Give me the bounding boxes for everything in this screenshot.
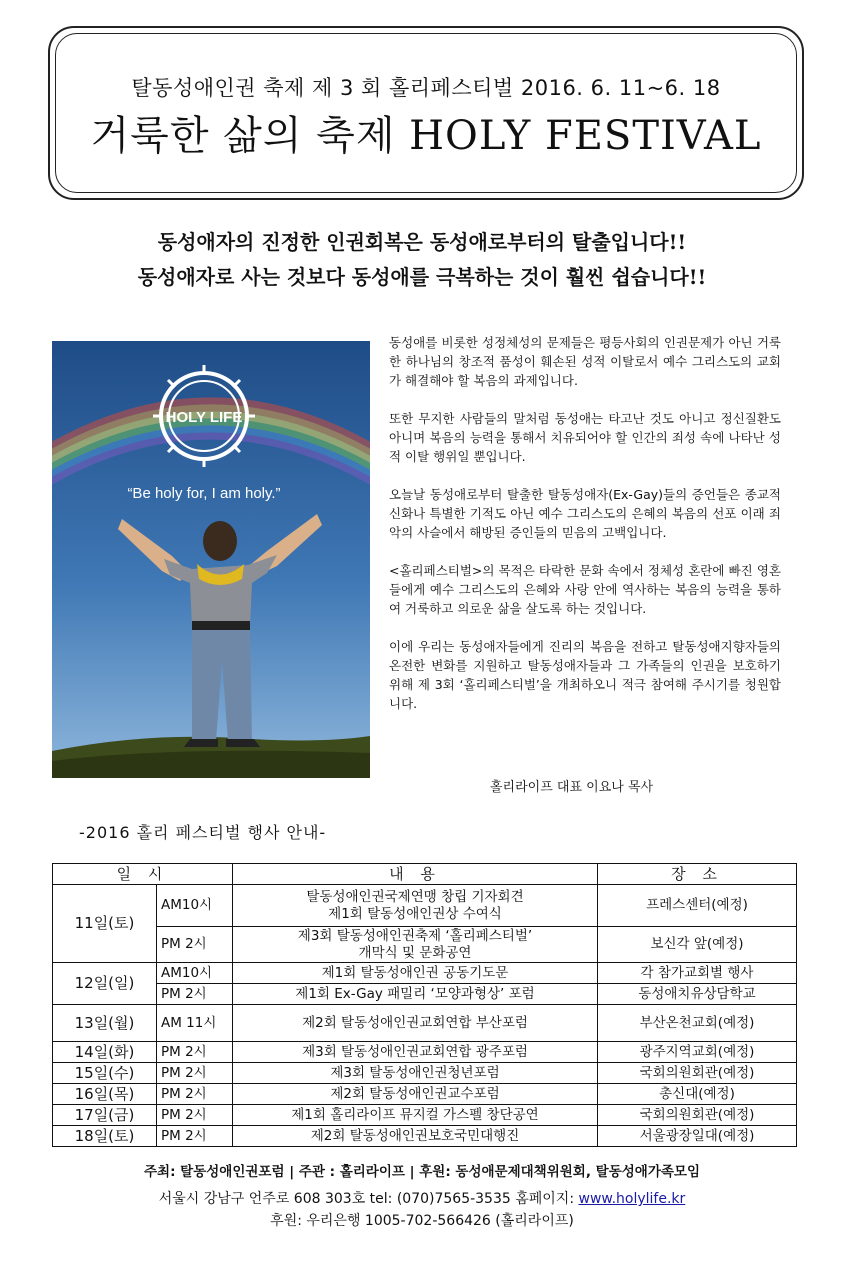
- festival-subtitle: 탈동성애인권 축제 제 3 회 홀리페스티벌 2016. 6. 11~6. 18: [131, 76, 721, 100]
- body-paragraph-2: 또한 무지한 사람들의 말처럼 동성애는 타고난 것도 아니고 정신질환도 아니며 복음의 능력을 통해서 치유되어야 할 인간의 죄성 속에 나타난 성적 이탈 행위일 뿐입니다.: [389, 411, 781, 464]
- content-cell: 제1회 탈동성애인권 공동기도문: [233, 963, 598, 984]
- time-cell: PM 2시: [157, 927, 233, 963]
- body-paragraph-5: 이에 우리는 동성애자들에게 진리의 복음을 전하고 탈동성애지향자들의 온전한 변화를 지원하고 탈동성애자들과 그 가족들의 인권을 보호하기 위해 제 3회 ‘홀리페스티벌’을 개최하오니 적극 참여해 주시기를 청원합니다.: [389, 639, 781, 711]
- footer-sponsors: 주최: 탈동성애인권포럼 | 주관 : 홀리라이프 | 후원: 동성애문제대책위원회, 탈동성애가족모임: [143, 1164, 700, 1180]
- slogan-2: 동성애자로 사는 것보다 동성애를 극복하는 것이 훨씬 쉽습니다!!: [137, 265, 707, 289]
- place-cell: 총신대(예정): [598, 1084, 797, 1105]
- table-row: [53, 1063, 797, 1084]
- holy-life-photo: [52, 341, 370, 778]
- table-row: [53, 1105, 797, 1126]
- table-row: [53, 1084, 797, 1105]
- website-link[interactable]: www.holylife.kr: [578, 1191, 686, 1207]
- section-title: -2016 홀리 페스티벌 행사 안내-: [79, 823, 327, 842]
- day-cell: 14일(화): [53, 1042, 157, 1063]
- holy-life-logo-text: HOLY LIFE: [165, 409, 243, 426]
- header-datetime: 일 시: [53, 864, 233, 885]
- event-schedule-table: [52, 863, 797, 1147]
- footer-bank: 후원: 우리은행 1005-702-566426 (홀리라이프): [270, 1213, 574, 1229]
- place-cell: 부산온천교회(예정): [598, 1005, 797, 1042]
- body-paragraph-1: 동성애를 비롯한 성정체성의 문제들은 평등사회의 인권문제가 아닌 거룩한 하나님의 창조적 품성이 훼손된 성적 이탈로서 예수 그리스도의 교회가 해결해야 할 복음의 과제입니다.: [389, 335, 781, 388]
- header-box: [48, 26, 804, 200]
- content-cell: 제3회 탈동성애인권교회연합 광주포럼: [233, 1042, 598, 1063]
- content-cell: 제2회 탈동성애인권교회연합 부산포럼: [233, 1005, 598, 1042]
- time-cell: AM 11시: [157, 1005, 233, 1042]
- time-cell: PM 2시: [157, 984, 233, 1005]
- photo-quote: “Be holy for, I am holy.”: [127, 485, 281, 502]
- body-paragraph-3: 오늘날 동성애로부터 탈출한 탈동성애자(Ex-Gay)들의 증언들은 종교적 신화나 특별한 기적도 아닌 예수 그리스도의 은혜의 복음의 선포 이래 죄악의 사슬에서 해방된 증인들의 믿음의 고백입니다.: [389, 487, 781, 540]
- footer-address: 서울시 강남구 언주로 608 303호 tel: (070)7565-3535 홈페이지:: [158, 1191, 579, 1207]
- footer-address-line: [0, 1188, 844, 1208]
- place-cell: 국회의원회관(예정): [598, 1105, 797, 1126]
- festival-title: 거룩한 삶의 축제 HOLY FESTIVAL: [90, 113, 762, 159]
- time-cell: PM 2시: [157, 1126, 233, 1147]
- place-cell: 각 참가교회별 행사: [598, 963, 797, 984]
- table-row: [53, 885, 797, 927]
- place-cell: 서울광장일대(예정): [598, 1126, 797, 1147]
- place-cell: 프레스센터(예정): [598, 885, 797, 927]
- day-cell: 17일(금): [53, 1105, 157, 1126]
- time-cell: PM 2시: [157, 1042, 233, 1063]
- slogan-1: 동성애자의 진정한 인권회복은 동성애로부터의 탈출입니다!!: [157, 230, 687, 254]
- table-row: [53, 1042, 797, 1063]
- table-row: [53, 1126, 797, 1147]
- place-cell: 보신각 앞(예정): [598, 927, 797, 963]
- content-cell: 제1회 홀리라이프 뮤지컬 가스펠 창단공연: [233, 1105, 598, 1126]
- body-paragraph-4: <홀리페스티벌>의 목적은 타락한 문화 속에서 정체성 혼란에 빠진 영혼들에게 예수 그리스도의 은혜와 사랑 안에 역사하는 복음의 능력을 통하여 거룩하고 의로운 삶을 살도록 하는 것입니다.: [389, 563, 781, 616]
- header-place: 장 소: [598, 864, 797, 885]
- header-content: 내 용: [233, 864, 598, 885]
- day-cell: 13일(월): [53, 1005, 157, 1042]
- day-cell: 18일(토): [53, 1126, 157, 1147]
- content-cell: 탈동성애인권국제연맹 창립 기자회견 제1회 탈동성애인권상 수여식: [233, 885, 598, 927]
- content-cell: 제1회 Ex-Gay 패밀리 ‘모양과형상’ 포럼: [233, 984, 598, 1005]
- table-header-row: [53, 864, 797, 885]
- place-cell: 동성애치유상담학교: [598, 984, 797, 1005]
- time-cell: AM10시: [157, 885, 233, 927]
- table-row: [53, 963, 797, 984]
- content-cell: 제2회 탈동성애인권보호국민대행진: [233, 1126, 598, 1147]
- place-cell: 국회의원회관(예정): [598, 1063, 797, 1084]
- table-row: [53, 984, 797, 1005]
- time-cell: PM 2시: [157, 1084, 233, 1105]
- time-cell: AM10시: [157, 963, 233, 984]
- body-text: [389, 333, 781, 732]
- table-row: [53, 927, 797, 963]
- time-cell: PM 2시: [157, 1063, 233, 1084]
- content-cell: 제3회 탈동성애인권축제 ‘홀리페스티벌’ 개막식 및 문화공연: [233, 927, 598, 963]
- day-cell: 11일(토): [53, 885, 157, 963]
- signature: 홀리라이프 대표 이요나 목사: [490, 780, 654, 795]
- day-cell: 15일(수): [53, 1063, 157, 1084]
- day-cell: 12일(일): [53, 963, 157, 1005]
- table-row: [53, 1005, 797, 1042]
- day-cell: 16일(목): [53, 1084, 157, 1105]
- time-cell: PM 2시: [157, 1105, 233, 1126]
- content-cell: 제3회 탈동성애인권청년포럼: [233, 1063, 598, 1084]
- place-cell: 광주지역교회(예정): [598, 1042, 797, 1063]
- content-cell: 제2회 탈동성애인권교수포럼: [233, 1084, 598, 1105]
